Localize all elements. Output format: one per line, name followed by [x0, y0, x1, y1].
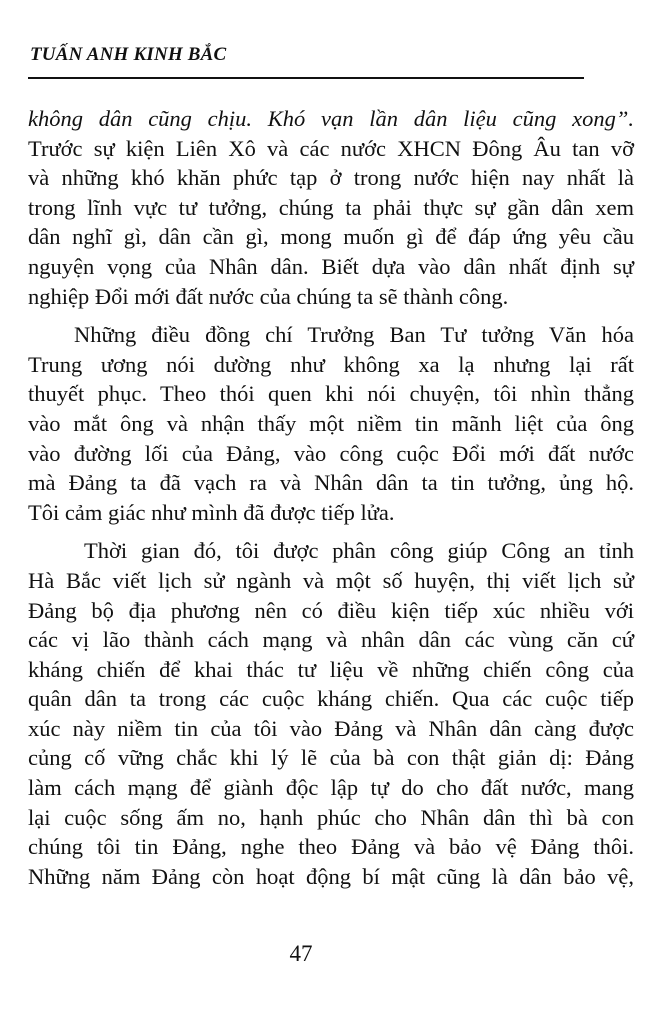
- text-line: dân nghĩ gì, dân cần gì, mong muốn gì để đáp ứng yêu cầu: [28, 224, 634, 250]
- text-line: mà Đảng ta đã vạch ra và Nhân dân ta tin tưởng, ủng hộ.: [28, 470, 634, 496]
- paragraph-3: [28, 536, 634, 891]
- paragraph-1: [28, 104, 634, 311]
- page-number: 47: [289, 941, 313, 966]
- text-line: làm cách mạng để giành độc lập tự do cho đất nước, mang: [28, 775, 634, 801]
- text-line: Hà Bắc viết lịch sử ngành và một số huyện, thị viết lịch sử: [28, 567, 634, 593]
- text-line: vào mắt ông và nhận thấy một niềm tin mãnh liệt của ông: [28, 410, 634, 436]
- text-line: Đảng bộ địa phương nên có điều kiện tiếp xúc nhiều với: [28, 597, 634, 623]
- text-line: Những điều đồng chí Trưởng Ban Tư tưởng Văn hóa: [74, 322, 634, 348]
- text-line: quân dân ta trong các cuộc kháng chiến. Qua các cuộc tiếp: [28, 686, 634, 712]
- paragraph-2: [28, 320, 634, 527]
- text-line: không dân cũng chịu. Khó vạn lần dân liệu cũng xong”.: [28, 106, 634, 131]
- text-line: trong lĩnh vực tư tưởng, chúng ta phải thực sự gần dân xem: [28, 194, 634, 220]
- text-line: các vị lão thành cách mạng và nhân dân các vùng căn cứ: [28, 627, 634, 653]
- text-line: nghiệp Đổi mới đất nước của chúng ta sẽ thành công.: [28, 283, 509, 309]
- running-header: TUẤN ANH KINH BẮC: [30, 44, 227, 65]
- text-line: Những năm Đảng còn hoạt động bí mật cũng là dân bảo vệ,: [28, 863, 634, 889]
- paragraph-gap: [28, 311, 634, 320]
- text-line: lại cuộc sống ấm no, hạnh phúc cho Nhân dân thì bà con: [28, 804, 634, 830]
- text-line: Trung ương nói dường như không xa lạ nhưng lại rất: [28, 351, 634, 377]
- header-rule: [28, 77, 584, 79]
- body-text: [28, 104, 634, 891]
- text-line: vào đường lối của Đảng, vào công cuộc Đổi mới đất nước: [28, 440, 634, 466]
- text-line: Tôi cảm giác như mình đã được tiếp lửa.: [28, 499, 395, 525]
- paragraph-gap: [28, 527, 634, 536]
- text-line: nguyện vọng của Nhân dân. Biết dựa vào dân nhất định sự: [28, 253, 634, 279]
- text-line: Thời gian đó, tôi được phân công giúp Công an tỉnh: [84, 538, 634, 564]
- text-line: chúng tôi tin Đảng, nghe theo Đảng và bảo vệ Đảng thôi.: [28, 834, 634, 860]
- text-line: và những khó khăn phức tạp ở trong nước hiện nay nhất là: [28, 165, 634, 191]
- text-line: thuyết phục. Theo thói quen khi nói chuyện, tôi nhìn thẳng: [28, 381, 634, 407]
- text-line: Trước sự kiện Liên Xô và các nước XHCN Đông Âu tan vỡ: [28, 135, 634, 161]
- text-line: củng cố vững chắc khi lý lẽ của bà con thật giản dị: Đảng: [28, 745, 634, 771]
- text-line: kháng chiến để khai thác tư liệu về những chiến công của: [28, 656, 634, 682]
- text-line: xúc này niềm tin của tôi vào Đảng và Nhân dân càng được: [28, 715, 634, 741]
